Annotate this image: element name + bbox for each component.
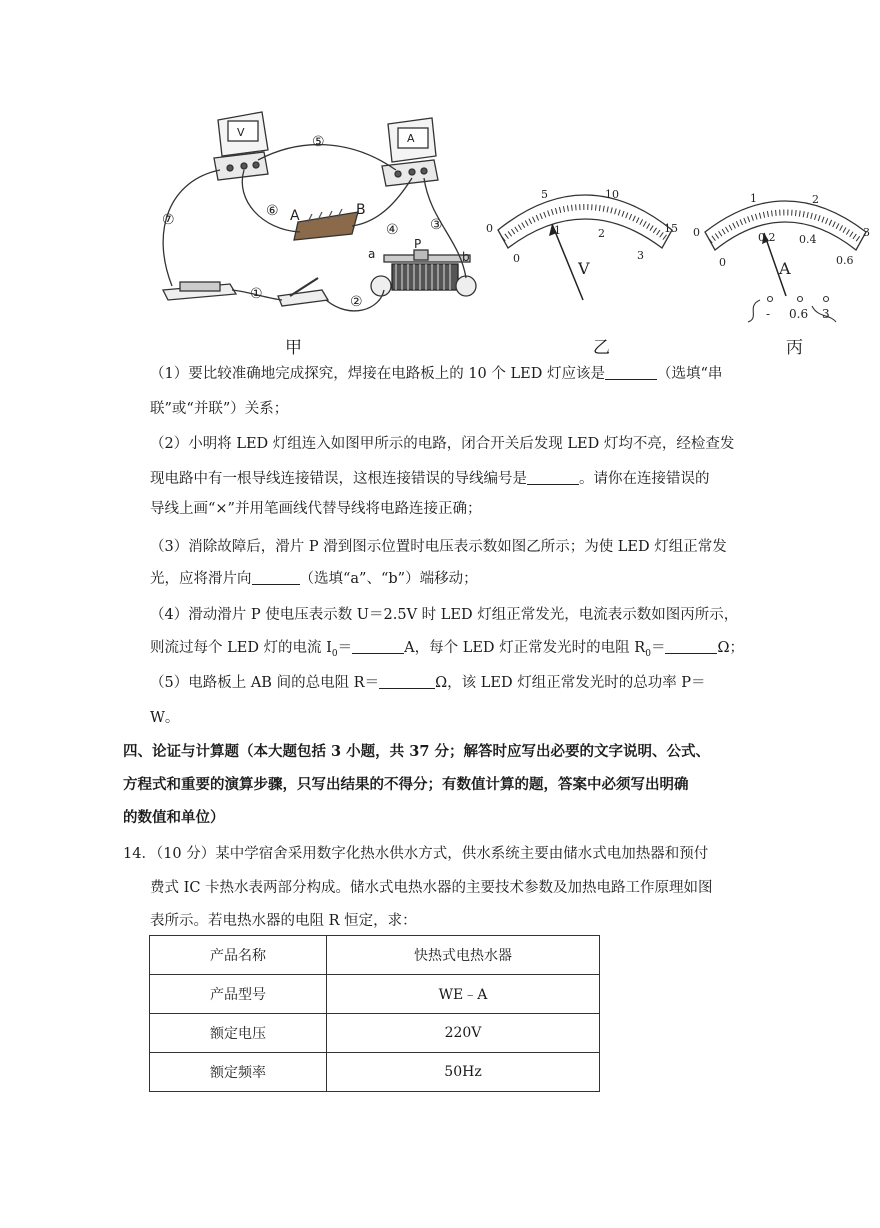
q2-text-c: 。请你在连接错误的 (579, 471, 710, 487)
wire-label-5: ⑤ (312, 134, 325, 150)
q4-sub-R0: 0 (645, 648, 651, 659)
a-terminal-minus: - (766, 307, 771, 321)
q3-line1 (150, 535, 727, 556)
wire-label-7: ⑦ (162, 212, 175, 228)
v-top-tick-2: 10 (605, 188, 619, 201)
v-bottom-tick-0: 0 (513, 252, 520, 265)
wire-5 (258, 145, 396, 170)
table-cell-label: 产品型号 (150, 975, 327, 1014)
a-top-tick-0: 0 (693, 226, 700, 239)
a-bottom-tick-2: 0.4 (799, 233, 817, 246)
voltmeter-device (214, 112, 268, 180)
a-bottom-tick-3: 0.6 (836, 254, 854, 267)
q4-blank-resistance (665, 639, 717, 654)
v-top-tick-1: 5 (541, 188, 548, 201)
q2-text-a: （2）小明将 LED 灯组连入如图甲所示的电路，闭合开关后发现 LED 灯均不亮，经检查发 (150, 436, 735, 452)
q2-text-d: 导线上画“×”并用笔画线代替导线将电路连接正确； (150, 501, 482, 517)
a-top-tick-2: 2 (812, 193, 819, 206)
a-dial-letter: A (779, 259, 791, 278)
q14-text-2: 费式 IC 卡热水表两部分构成。储水式电热水器的主要技术参数及加热电路工作原理如图 (150, 880, 713, 896)
q2-line3 (150, 497, 481, 518)
table-cell-value: 快热式电热水器 (327, 936, 600, 975)
q3-text-a: （3）消除故障后，滑片 P 滑到图示位置时电压表示数如图乙所示；为使 LED 灯组正常发 (150, 539, 727, 555)
wire-label-1: ① (250, 286, 263, 302)
voltmeter-dial (486, 188, 678, 300)
a-top-tick-3: 3 (863, 226, 870, 239)
caption-jia: 甲 (285, 338, 302, 358)
a-bottom-tick-0: 0 (719, 256, 726, 269)
section4-text-3: 的数值和单位） (123, 809, 225, 826)
a-terminal-3: 3 (822, 307, 830, 321)
q5-text-a: （5）电路板上 AB 间的总电阻 R＝ (150, 675, 380, 691)
q14-text-3: 表所示。若电热水器的电阻 R 恒定，求： (150, 913, 417, 929)
wire-label-6: ⑥ (266, 203, 279, 219)
a-bottom-tick-1: 0.2 (758, 231, 776, 244)
v-top-tick-3: 15 (664, 222, 678, 235)
table-cell-label: 额定频率 (150, 1053, 327, 1092)
section4-heading-line2 (123, 773, 689, 794)
q4-text-b1: 则流过每个 LED 灯的电流 I (150, 640, 332, 656)
label-A: A (290, 208, 300, 224)
battery-device (163, 282, 236, 300)
q3-text-b: 光，应将滑片向 (150, 571, 252, 587)
q3-text-c: （选填“a”、“b”）端移动； (299, 571, 478, 587)
q2-text-b: 现电路中有一根导线连接错误，这根连接错误的导线编号是 (150, 471, 527, 487)
caption-yi: 乙 (593, 338, 610, 358)
ammeter-dial (693, 192, 870, 322)
voltmeter-letter: V (237, 126, 245, 139)
q2-line2 (150, 467, 710, 488)
wire-label-4: ④ (386, 222, 399, 238)
q3-line2 (150, 567, 478, 588)
section4-heading-line3 (123, 806, 225, 827)
a-top-tick-1: 1 (750, 192, 757, 205)
table-row (150, 936, 600, 975)
section4-text-2: 方程式和重要的演算步骤，只写出结果的不得分；有数值计算的题，答案中必须写出明确 (123, 776, 689, 793)
q1-text-c: 联”或“并联”）关系； (150, 401, 289, 417)
ammeter-device (382, 118, 438, 186)
q5-line1 (150, 671, 706, 692)
spec-table (149, 935, 600, 1092)
q1-text-a: （1）要比较准确地完成探究，焊接在电路板上的 10 个 LED 灯应该是 (150, 366, 605, 382)
q2-blank (527, 470, 579, 485)
switch-device (278, 278, 328, 306)
table-cell-label: 额定电压 (150, 1014, 327, 1053)
q5-text-b: Ω，该 LED 灯组正常发光时的总功率 P＝ (435, 675, 706, 691)
q4-text-b4: ＝ (650, 640, 666, 656)
wire-label-3: ③ (430, 217, 443, 233)
v-bottom-tick-3: 3 (637, 249, 644, 262)
caption-bing: 丙 (786, 338, 803, 358)
q4-line2 (150, 636, 744, 659)
q4-text-b3: A，每个 LED 灯正常发光时的电阻 R (404, 640, 646, 656)
wire-7 (163, 170, 220, 286)
q4-sub-I0: 0 (331, 648, 338, 659)
table-row (150, 1014, 600, 1053)
label-B: B (356, 202, 366, 218)
table-row (150, 975, 600, 1014)
v-top-tick-0: 0 (486, 222, 493, 235)
label-b: b (462, 250, 470, 264)
q3-blank (252, 570, 300, 585)
q14-text-1: 14．（10 分）某中学宿舍采用数字化热水供水方式，供水系统主要由储水式电加热器和预付 (123, 846, 709, 862)
q14-line2 (150, 876, 713, 897)
q2-line1 (150, 432, 734, 453)
table-row (150, 1053, 600, 1092)
q1-line2 (150, 397, 288, 418)
v-dial-letter: V (578, 259, 590, 278)
section4-heading-line1 (123, 740, 710, 761)
v-bottom-tick-2: 2 (598, 227, 605, 240)
q5-text-c: W。 (150, 710, 180, 726)
label-P: P (414, 237, 422, 251)
circuit-figure (140, 100, 880, 360)
q4-blank-current (352, 639, 404, 654)
wire-label-2: ② (350, 294, 363, 310)
q4-line1 (150, 603, 738, 624)
q5-blank-resistance (379, 674, 435, 689)
q14-line3 (150, 909, 417, 930)
q4-text-a: （4）滑动滑片 P 使电压表示数 U＝2.5V 时 LED 灯组正常发光，电流表示数如图丙所示， (150, 607, 739, 623)
table-cell-value: 50Hz (327, 1053, 600, 1092)
q1-line1 (150, 362, 722, 383)
q5-line2 (150, 706, 179, 727)
led-board (294, 209, 358, 240)
v-bottom-tick-1: 1 (554, 224, 561, 237)
table-cell-value: WE﹣A (327, 975, 600, 1014)
table-cell-value: 220V (327, 1014, 600, 1053)
section4-text-1: 四、论证与计算题（本大题包括 3 小题，共 37 分；解答时应写出必要的文字说明、公式、 (123, 743, 710, 760)
q14-line1 (123, 842, 708, 863)
table-cell-label: 产品名称 (150, 936, 327, 975)
q4-text-b2: ＝ (337, 640, 353, 656)
q1-text-b: （选填“串 (656, 366, 723, 382)
label-a: a (368, 247, 376, 261)
q1-blank (605, 365, 657, 380)
ammeter-letter: A (407, 132, 415, 145)
a-terminal-06: 0.6 (789, 307, 809, 321)
q4-text-b5: Ω； (717, 640, 744, 656)
